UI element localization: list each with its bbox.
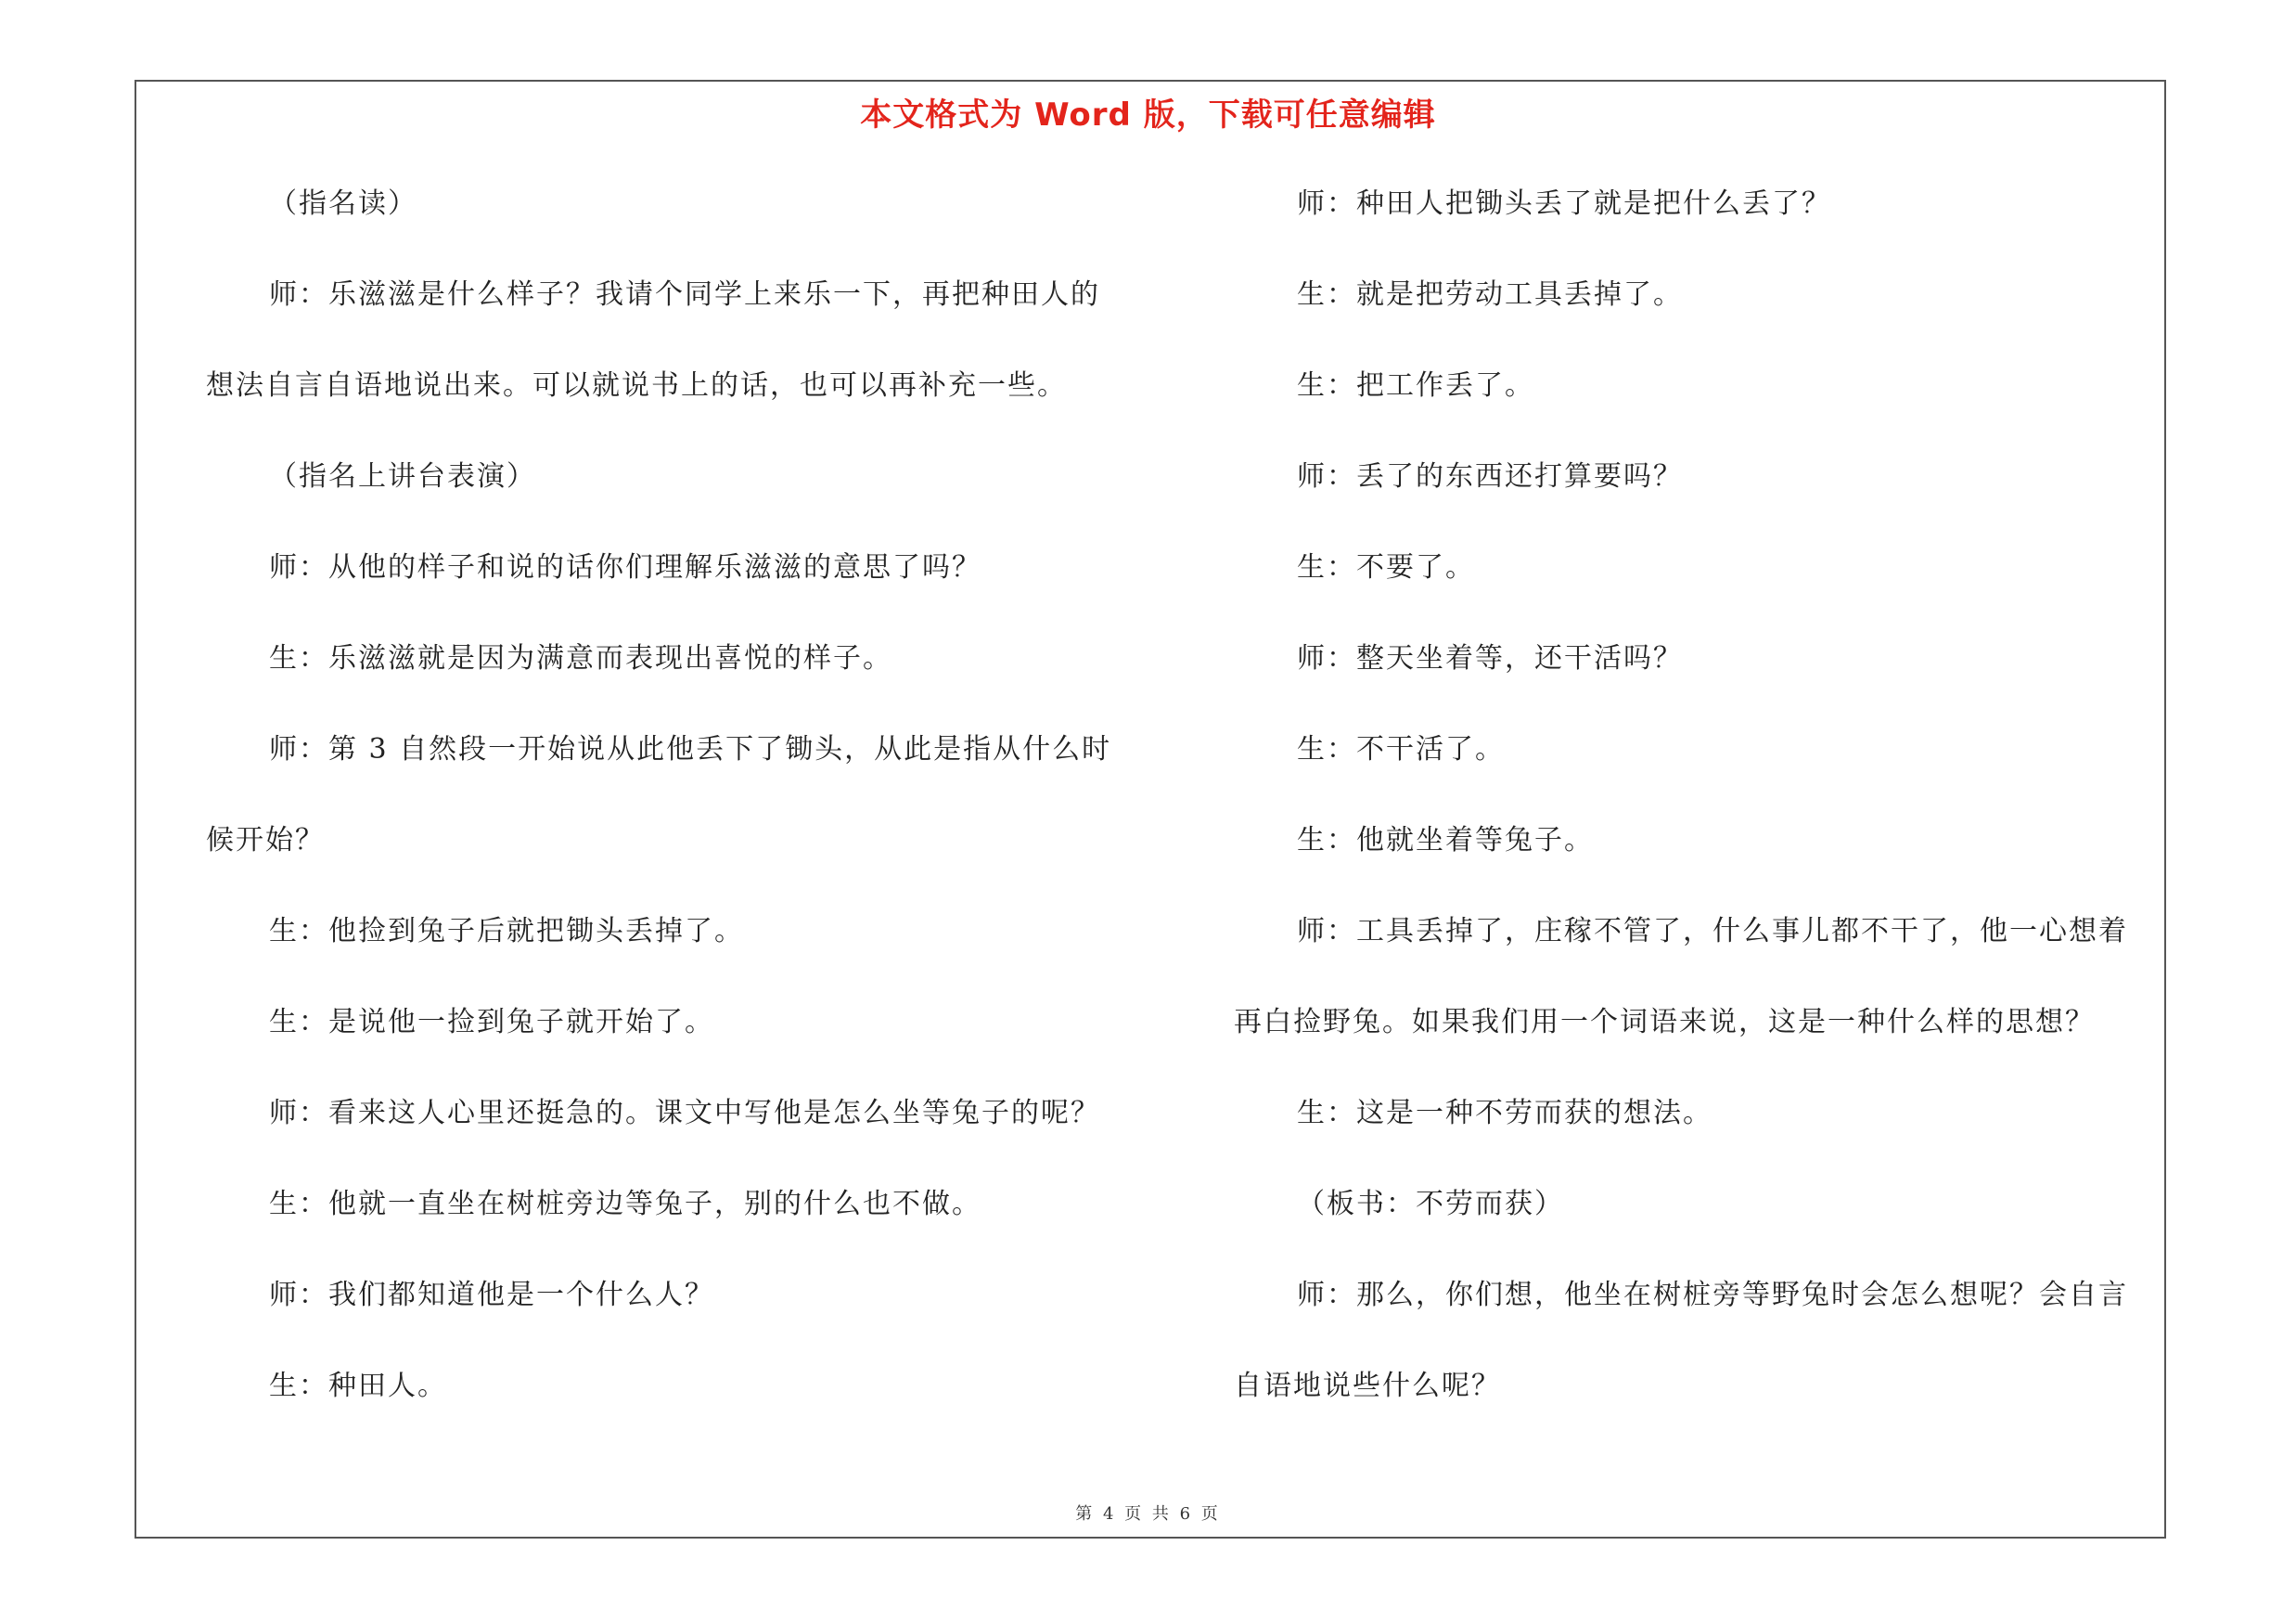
paragraph-line: 生：是说他一捡到兔子就开始了。 — [269, 1006, 714, 1038]
paragraph-line: 候开始？ — [206, 824, 325, 857]
paragraph-line: （指名读） — [269, 187, 417, 220]
paragraph-line: 生：他捡到兔子后就把锄头丢掉了。 — [269, 915, 744, 947]
paragraph-line: 生：把工作丢了。 — [1297, 369, 1534, 402]
paragraph-line: 生：这是一种不劳而获的想法。 — [1297, 1097, 1712, 1129]
paragraph-line: （板书：不劳而获） — [1297, 1188, 1564, 1220]
paragraph-line: 生：不要了。 — [1297, 551, 1475, 584]
paragraph-line: 生：乐滋滋就是因为满意而表现出喜悦的样子。 — [269, 642, 892, 675]
paragraph-line: 师：那么，你们想，他坐在树桩旁等野兔时会怎么想呢？会自言 — [1297, 1279, 2128, 1311]
paragraph-line: 生：不干活了。 — [1297, 733, 1505, 766]
paragraph-line: （指名上讲台表演） — [269, 460, 536, 493]
paragraph-line: 师：整天坐着等，还干活吗？ — [1297, 642, 1683, 675]
paragraph-line: 师：工具丢掉了，庄稼不管了，什么事儿都不干了，他一心想着 — [1297, 915, 2128, 947]
paragraph-line: 生：他就坐着等兔子。 — [1297, 824, 1594, 857]
paragraph-line: 师：看来这人心里还挺急的。课文中写他是怎么坐等兔子的呢？ — [269, 1097, 1100, 1129]
page-number-footer: 第 4 页 共 6 页 — [1075, 1504, 1221, 1524]
paragraph-line: 生：他就一直坐在树桩旁边等兔子，别的什么也不做。 — [269, 1188, 981, 1220]
paragraph-line: 师：从他的样子和说的话你们理解乐滋滋的意思了吗？ — [269, 551, 981, 584]
paragraph-line: 师：第 3 自然段一开始说从此他丢下了锄头，从此是指从什么时 — [269, 733, 1112, 766]
paragraph-line: 想法自言自语地说出来。可以就说书上的话，也可以再补充一些。 — [206, 369, 1067, 402]
paragraph-line: 师：丢了的东西还打算要吗？ — [1297, 460, 1683, 493]
paragraph-line: 师：我们都知道他是一个什么人？ — [269, 1279, 714, 1311]
format-notice: 本文格式为 Word 版，下载可任意编辑 — [860, 97, 1436, 134]
paragraph-line: 再白捡野兔。如果我们用一个词语来说，这是一种什么样的思想？ — [1234, 1006, 2095, 1038]
paragraph-line: 生：就是把劳动工具丢掉了。 — [1297, 278, 1683, 311]
paragraph-line: 师：乐滋滋是什么样子？我请个同学上来乐一下，再把种田人的 — [269, 278, 1100, 311]
paragraph-line: 自语地说些什么呢？ — [1234, 1370, 1501, 1402]
paragraph-line: 师：种田人把锄头丢了就是把什么丢了？ — [1297, 187, 1831, 220]
paragraph-line: 生：种田人。 — [269, 1370, 447, 1402]
